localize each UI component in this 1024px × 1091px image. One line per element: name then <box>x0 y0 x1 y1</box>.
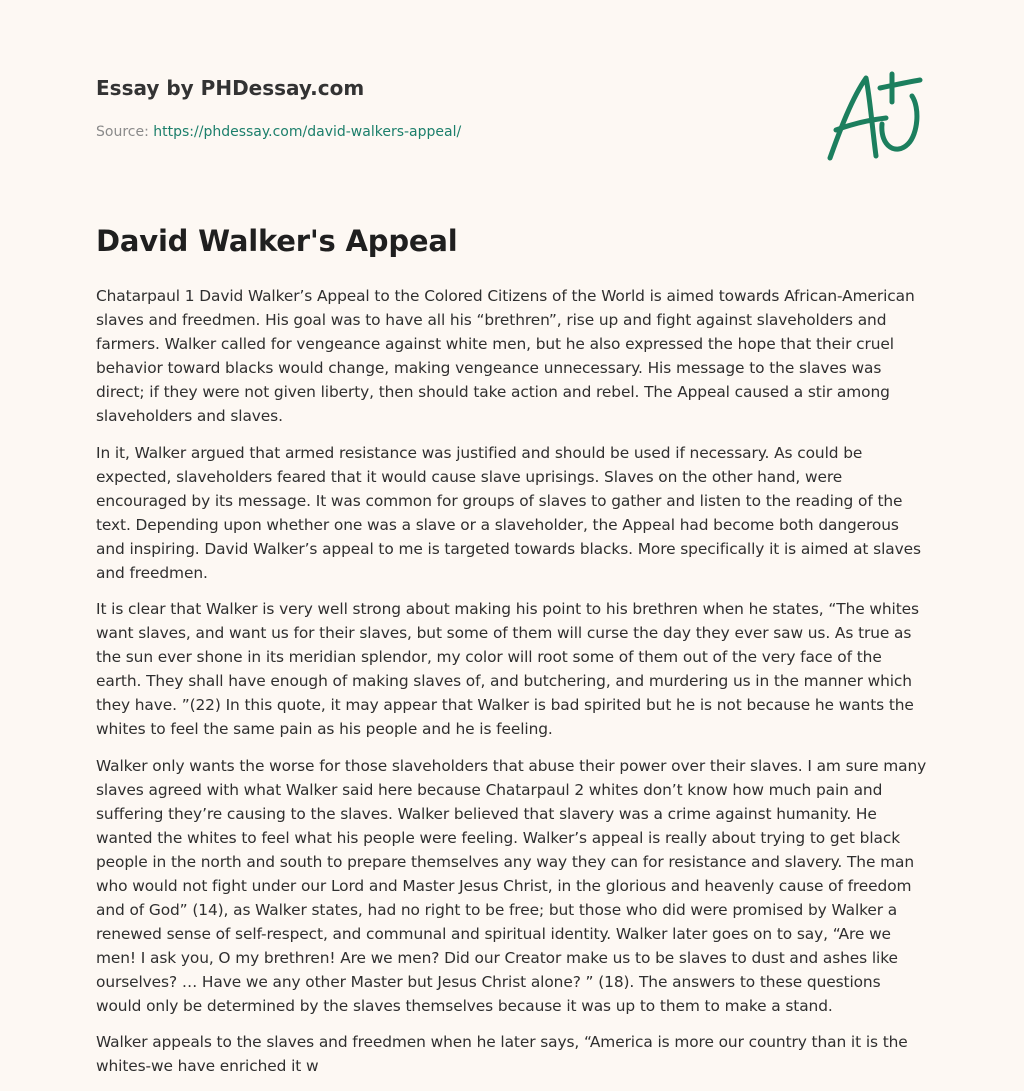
source-link[interactable]: https://phdessay.com/david-walkers-appeal/ <box>153 124 462 140</box>
essay-title: David Walker's Appeal <box>96 224 458 258</box>
essay-paragraph: Walker appeals to the slaves and freedmen when he later says, “America is more our country than it is the whites-we have enriched it w <box>96 1033 908 1075</box>
a-plus-logo-icon <box>822 68 928 164</box>
essay-body <box>96 284 928 1091</box>
source-line <box>96 124 461 140</box>
source-label: Source: <box>96 124 149 140</box>
essay-paragraph: It is clear that Walker is very well strong about making his point to his brethren when he states, “The whites want slaves, and want us for their slaves, but some of them will curse the day they ever saw us. As true as the sun ever shone in its meridian splendor, my color will root some of them out of the very face of the earth. They shall have enough of making slaves of, and butchering, and murdering us in the manner which they have. ”(22) In this quote, it may appear that Walker is bad spirited but he is not because he wants the whites to feel the same pain as his people and he is feeling. <box>96 600 919 738</box>
site-brand: Essay by PHDessay.com <box>96 76 365 100</box>
essay-paragraph: In it, Walker argued that armed resistance was justified and should be used if necessary. As could be expected, slaveholders feared that it would cause slave uprisings. Slaves on the other hand, were encouraged by its message. It was common for groups of slaves to gather and listen to the reading of the text. Depending upon whether one was a slave or a slaveholder, the Appeal had become both dangerous and inspiring. David Walker’s appeal to me is targeted towards blacks. More specifically it is aimed at slaves and freedmen. <box>96 443 921 582</box>
essay-paragraph: Walker only wants the worse for those slaveholders that abuse their power over their slaves. I am sure many slaves agreed with what Walker said here because Chatarpaul 2 whites don’t know how much pain and suffering they’re causing to the slaves. Walker believed that slavery was a crime against humanity. He wanted the whites to feel what his people were feeling. Walker’s appeal is really about trying to get black people in the north and south to prepare themselves any way they can for resistance and slavery. The man who would not fight under our Lord and Master Jesus Christ, in the glorious and heavenly cause of freedom and of God” (14), as Walker states, had no right to be free; but those who did were promised by Walker a renewed sense of self-respect, and communal and spiritual identity. Walker later goes on to say, “Are we men! I ask you, O my brethren! Are we men? Did our Creator make us to be slaves to dust and ashes like ourselves? … Have we any other Master but Jesus Christ alone? ” (18). The answers to these questions would only be determined by the slaves themselves because it was up to them to make a stand. <box>96 756 927 1015</box>
essay-paragraph: Chatarpaul 1 David Walker’s Appeal to the Colored Citizens of the World is aimed towards African-American slaves and freedmen. His goal was to have all his “brethren”, rise up and fight against slaveholders and farmers. Walker called for vengeance against white men, but he also expressed the hope that their cruel behavior toward blacks would change, making vengeance unnecessary. His message to the slaves was direct; if they were not given liberty, then should take action and rebel. The Appeal caused a stir among slaveholders and slaves. <box>96 287 915 425</box>
